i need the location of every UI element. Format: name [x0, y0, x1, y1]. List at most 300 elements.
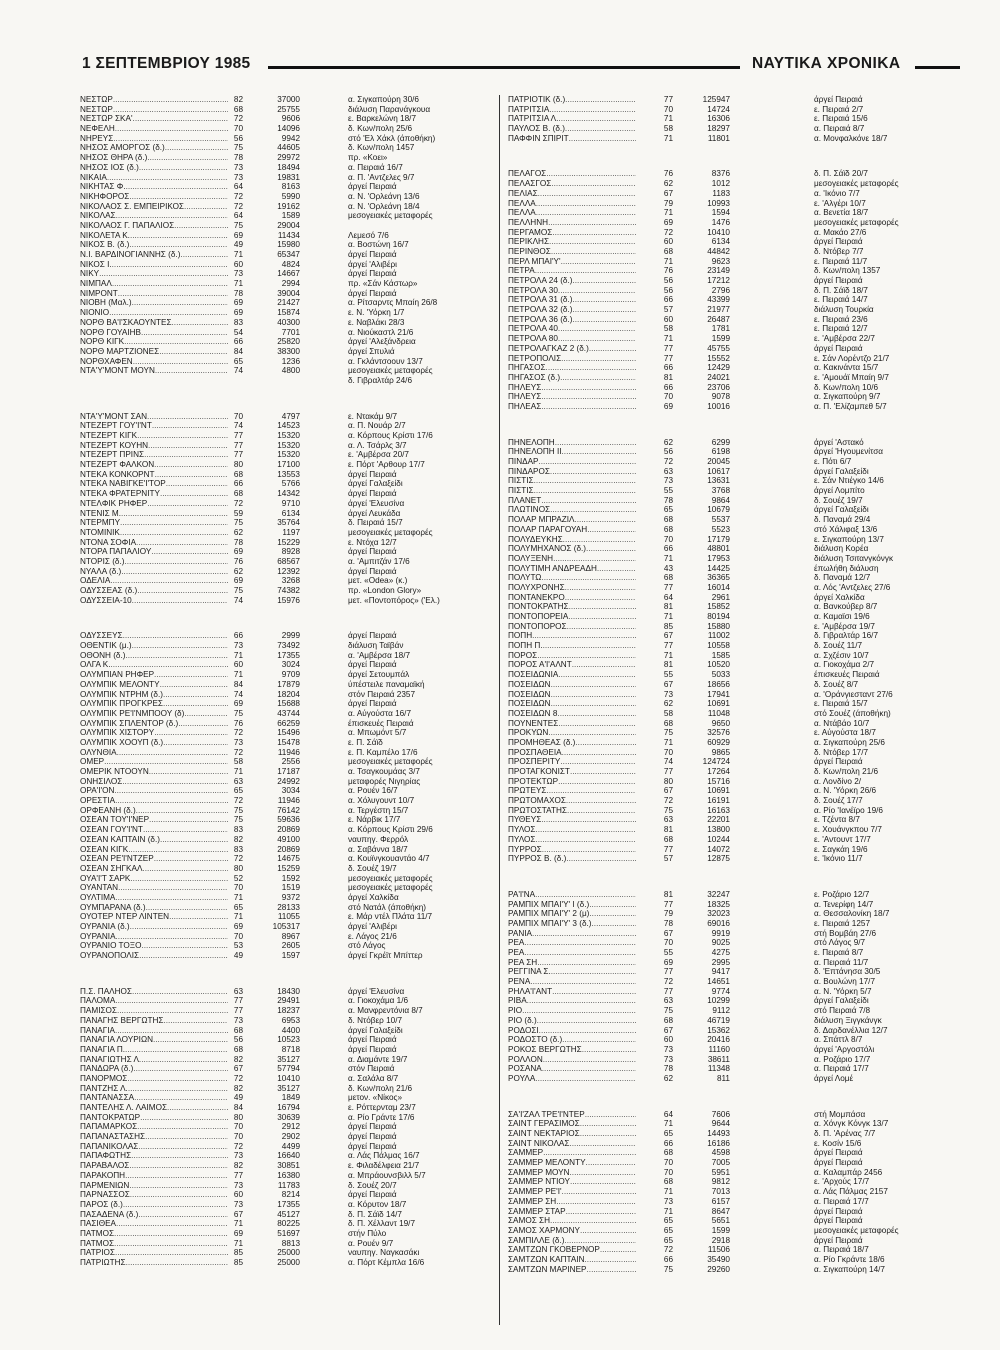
ship-name [80, 699, 228, 709]
ship-status: δ. Παναμά 12/7 [814, 573, 871, 583]
ship-name [80, 269, 228, 279]
ship-name [80, 231, 228, 241]
ship-year: 81 [663, 372, 673, 382]
ship-name [508, 95, 636, 105]
ship-year: 76 [663, 266, 673, 276]
ship-status: α. Πειραιά 8/7 [814, 124, 865, 134]
ship-name-text: ΟΥΑ'Ι'Τ ΣΑΡΚ [80, 873, 131, 883]
ship-tonnage: 29972 [277, 153, 300, 163]
ship-year: 69 [663, 217, 673, 227]
ship-tonnage: 15259 [277, 863, 300, 873]
ship-status: α. Χόλυγουντ 10/7 [348, 796, 415, 806]
ship-name [80, 660, 228, 670]
ship-year: 62 [663, 437, 673, 447]
ship-year: 80 [233, 1112, 243, 1122]
ship-year: 62 [233, 527, 243, 537]
ship-tonnage: 15976 [277, 595, 300, 605]
ship-name-text: ΝΕΦΕΛΗ [80, 124, 115, 134]
ship-tonnage: 10617 [707, 466, 730, 476]
ship-name [508, 1245, 636, 1255]
ship-status: ε. Ντόχα 12/7 [348, 537, 397, 547]
ship-year: 77 [233, 1170, 243, 1180]
ship-tonnage: 14523 [277, 421, 300, 431]
ship-year: 76 [233, 718, 243, 728]
ship-year: 68 [233, 104, 243, 114]
ship-name [508, 1035, 636, 1045]
ship-year: 77 [233, 1006, 243, 1016]
ship-year: 66 [663, 382, 673, 392]
ship-name-text: ΣΑΙΝΤ ΓΕΡΑΣΙΜΟΣ [508, 1119, 580, 1129]
ship-year: 68 [233, 1044, 243, 1054]
ship-status: άργεί Σπυλιά [348, 346, 395, 356]
ship-year: 73 [663, 1044, 673, 1054]
ship-year: 60 [233, 259, 243, 269]
ship-tonnage: 1585 [711, 650, 730, 660]
ship-name [80, 845, 228, 855]
ship-year: 53 [233, 941, 243, 951]
ship-name [508, 958, 636, 968]
ship-year: 82 [233, 95, 243, 104]
ship-tonnage: 10523 [277, 1035, 300, 1045]
ship-name-text: ΠΗΓΑΣΟΣ [508, 363, 546, 373]
ship-status: ε. 'Ικόνιο 11/7 [814, 854, 863, 864]
ship-year: 73 [233, 641, 243, 651]
ship-tonnage: 15496 [277, 728, 300, 738]
ship-year: 78 [663, 1064, 673, 1074]
ship-tonnage: 45755 [707, 343, 730, 353]
ship-name [508, 447, 636, 457]
ship-name-text: ΝΟΡΘ ΚΙΓΚ [80, 337, 125, 347]
ship-name [508, 890, 636, 900]
ship-name-text: ΝΟΡΘ ΒΑ'Ι'ΣΚΑΟΥΝΤΕΣ [80, 317, 172, 327]
ship-tonnage: 16191 [707, 796, 730, 806]
ship-name [80, 298, 228, 308]
ship-name-text: ΠΑΣΙΘΕΑ [80, 1219, 117, 1229]
ship-year: 62 [663, 179, 673, 189]
ship-name-text: ΠΥΛΟΣ [508, 825, 536, 835]
ship-tonnage: 5033 [711, 670, 730, 680]
ship-name [80, 806, 228, 816]
ship-year: 65 [233, 356, 243, 366]
ship-name [80, 557, 228, 567]
ship-status: άργεί Πειραιά [348, 631, 397, 641]
ship-year: 67 [663, 188, 673, 198]
ship-name [80, 1258, 228, 1268]
ship-name [80, 1122, 228, 1132]
ship-tonnage: 1183 [712, 188, 730, 198]
ship-status: μεσογειακές μεταφορές [814, 217, 899, 227]
ship-name [508, 835, 636, 845]
ship-status: στό Χάλιφαξ 13/6 [814, 524, 878, 534]
ship-status: α. Διαμάντε 19/7 [348, 1054, 408, 1064]
ship-name [80, 366, 228, 376]
ship-name [80, 1132, 228, 1142]
ship-name [508, 919, 636, 929]
ship-name [508, 651, 636, 661]
ship-name-text: Π.Σ. ΠΑΛΗΟΣ [80, 986, 132, 996]
ship-year: 83 [233, 825, 243, 835]
ship-year: 69 [233, 922, 243, 931]
ship-status: δ. Ντόβερ 10/7 [348, 1015, 403, 1025]
ship-name-text: ΠΑΝΤΑΝΑΣΣΑ [80, 1093, 135, 1103]
ship-status: Λεμεσό 7/6 [348, 230, 389, 240]
ship-name-text: ΠΕΡΙΚΛΗΣ [508, 237, 550, 247]
ship-tonnage: 17355 [277, 650, 300, 660]
ship-tonnage: 40300 [277, 317, 300, 327]
ship-name-text: ΠΕΤΡΟΠΟΛΙΣ [508, 353, 562, 363]
ship-tonnage: 9650 [711, 718, 730, 728]
ship-status: ε. 'Αρχούς 17/7 [814, 1177, 870, 1187]
ship-name-text: ΟΛΓΑ Κ. [80, 660, 111, 670]
ship-name [508, 208, 636, 218]
ship-status: ε. Ρόττερνταμ 23/7 [348, 1103, 416, 1112]
ship-year: 60 [233, 660, 243, 670]
ship-name [80, 308, 228, 318]
ship-tonnage: 20416 [707, 1035, 730, 1045]
ship-name [80, 1084, 228, 1094]
ship-year: 66 [663, 1138, 673, 1148]
ship-year: 78 [233, 153, 243, 163]
ship-status: μεσογειακές μεταφορές [348, 757, 433, 767]
ship-status: δ. Ντόβερ 7/7 [814, 246, 864, 256]
ship-status: ε. 'Αμβέρσα 20/7 [348, 450, 409, 460]
ship-tonnage: 16014 [707, 582, 730, 592]
ship-name [80, 680, 228, 690]
ship-tonnage: 9919 [711, 928, 730, 938]
ship-tonnage: 45127 [277, 1209, 300, 1219]
ship-status: α. Ν. 'Υόρκη 26/6 [814, 786, 877, 796]
ship-year: 70 [663, 1158, 673, 1168]
ship-status: α. Σιγκαπούρη 9/7 [814, 392, 881, 402]
ship-name-text: ΟΛΥΜΠΙΚ ΡΕ'Ι'ΝΜΠΟΟΥ (δ) [80, 708, 185, 718]
ship-name-text: ΠΗΛΕΥΣ [508, 392, 542, 402]
ship-status: στό Νατάλ (άποθήκη) [348, 902, 427, 912]
ship-tonnage: 5537 [711, 515, 730, 525]
ship-year: 56 [663, 276, 673, 285]
ship-year: 49 [233, 240, 243, 250]
ship-tonnage: 14493 [707, 1129, 730, 1138]
ship-status: α. Π. Νουάρ 2/7 [348, 421, 406, 431]
ship-name-text: ΠΟΛΥΞΕΝΗ [508, 553, 554, 563]
ship-tonnage: 23706 [707, 382, 730, 392]
ship-name-text: ΝΙΟΝΙΟ [80, 308, 110, 318]
ship-name [80, 105, 228, 115]
ship-year: 77 [663, 582, 673, 592]
ship-year: 78 [663, 918, 673, 928]
ship-name-text: ΠΗΓΑΣΟΣ (δ.) [508, 372, 561, 382]
ship-name [80, 202, 228, 212]
ship-year: 72 [233, 1141, 243, 1151]
ship-name [508, 660, 636, 670]
ship-name-text: ΠΟΛΥΧΡΟΝΗΣ [508, 582, 565, 592]
ship-tonnage: 18430 [277, 986, 300, 996]
ship-year: 72 [663, 796, 673, 806]
ship-name [508, 373, 636, 383]
ship-name [508, 179, 636, 189]
ship-name-text: ΠΑΝΤΟΚΡΑΤΩΡ [80, 1112, 141, 1122]
ship-status: στό Λάγος [348, 941, 386, 951]
ship-year: 70 [233, 1132, 243, 1142]
ship-status: ε. Πόρτ 'Αρθουρ 17/7 [348, 460, 425, 470]
ship-status: ε. Φιλαδέλφεια 21/7 [348, 1161, 420, 1171]
ship-year: 67 [233, 1209, 243, 1219]
ship-status: δ. Π. Σάϊδ 20/7 [814, 169, 868, 179]
ship-name-text: ΣΑΜΜΕΡ ΜΕΛΟΝΤΥ [508, 1158, 586, 1168]
ship-year: 54 [233, 327, 243, 337]
ship-year: 60 [663, 237, 673, 247]
ship-tonnage: 21977 [707, 305, 730, 315]
ship-year: 77 [233, 431, 243, 440]
ship-status: άργεί Πειραιά [814, 237, 863, 247]
ship-status: ε. Πειραιά 23/6 [814, 314, 868, 324]
ship-year: 58 [663, 124, 673, 134]
ship-name [508, 748, 636, 758]
ship-name-text: ΠΡΟΜΗΘΕΑΣ (δ.) [508, 737, 576, 747]
ship-year: 79 [663, 909, 673, 919]
ship-name [80, 567, 228, 577]
ship-name-text: ΟΡΑ'Ι'ΟΝ [80, 786, 115, 796]
ship-status: ε. Πειραιά 2/7 [814, 104, 864, 114]
ship-status: άργεί Πειραιά [348, 1122, 397, 1132]
ship-name [80, 586, 228, 596]
ship-year: 81 [663, 602, 673, 612]
ship-tonnage: 38611 [707, 1054, 730, 1064]
ship-name-text: ΠΑΝΤΖΗΣ Λ. [80, 1083, 128, 1093]
ship-name-text: ΟΥΡΑΝΙΑ [80, 931, 116, 941]
ship-year: 75 [233, 143, 243, 153]
ship-status: α. Μανφρεντόνια 8/7 [348, 1006, 423, 1016]
ship-name-text: ΡΑΝΙΑ [508, 928, 532, 938]
ship-name-text: ΝΟΡΘΧΑΦΕΝ [80, 356, 133, 366]
ship-name-text: Ν.Ι. ΒΑΡΔΙΝΟΓΙΑΝΝΗΣ (δ.) [80, 250, 181, 259]
ship-name-text: ΠΕΤΡΟΛΑ 31 (δ.) [508, 295, 573, 305]
ship-tonnage: 124724 [702, 757, 730, 767]
ship-tonnage: 14096 [277, 124, 300, 134]
ship-name-text: ΟΡΦΕΑΝΗ (δ.) [80, 805, 136, 815]
ship-name [508, 670, 636, 680]
ship-status: α. Ρουέν 9/7 [348, 1238, 394, 1248]
ship-name-text: ΟΛΥΜΠΙΑΝ ΡΗΦΕΡ [80, 670, 155, 680]
ship-status: άργεί 'Αλιβέρι [348, 259, 398, 269]
ship-year: 68 [663, 718, 673, 728]
ship-name-text: ΠΑΝΔΩΡΑ (δ.) [80, 1064, 134, 1074]
ship-tonnage: 74382 [277, 586, 300, 595]
ship-name-text: ΣΑΜΜΕΡ ΣΗ [508, 1196, 557, 1206]
ship-year: 71 [663, 114, 673, 124]
ship-status: στό Σουέζ (άποθήκη) [814, 708, 891, 718]
ship-status: στό Πειραιά 7/8 [814, 1006, 871, 1016]
ship-status: δ. Σουέζ 19/7 [348, 863, 397, 873]
ship-year: 73 [233, 269, 243, 279]
ship-name [508, 1236, 636, 1246]
ship-year: 75 [663, 1264, 673, 1274]
ship-status: άργεί 'Αλιβέρι [348, 922, 398, 931]
ship-tonnage: 35490 [707, 1254, 730, 1264]
ship-year: 71 [663, 1206, 673, 1216]
ship-year: 71 [663, 1119, 673, 1129]
ship-year: 64 [663, 1109, 673, 1119]
ship-year: 74 [663, 757, 673, 767]
ship-name [508, 1226, 636, 1236]
ship-tonnage: 37000 [277, 95, 300, 104]
ship-name [80, 728, 228, 738]
ship-tonnage: 3268 [281, 576, 300, 586]
ship-name [508, 777, 636, 787]
ship-status: α. Σαλάλα 8/7 [348, 1073, 399, 1083]
ship-name [508, 806, 636, 816]
ship-tonnage: 13553 [277, 469, 300, 479]
ship-name-text: ΠΟΛΥΤΙΜΗ ΑΝΔΡΕΑΔΗ [508, 563, 597, 573]
ship-name-text: ΠΑΝΤΕΛΗΣ Λ. ΛΑΙΜΟΣ [80, 1103, 168, 1112]
ship-year: 52 [233, 873, 243, 883]
ship-year: 63 [663, 996, 673, 1006]
column-divider [499, 95, 500, 1325]
ship-name [80, 709, 228, 719]
ship-status: α. Μονφαλκόνε 18/7 [814, 133, 888, 143]
ship-name [508, 786, 636, 796]
ship-status: άργεί Λομέ [814, 1073, 854, 1083]
publication-title: ΝΑΥΤΙΚΑ ΧΡΟΝΙΚΑ [752, 55, 901, 72]
ship-name [508, 134, 636, 144]
ship-name [508, 1110, 636, 1120]
ship-name-text: ΠΟΡΟΣ [508, 650, 538, 660]
ship-year: 69 [663, 401, 673, 411]
ship-name [508, 1129, 636, 1139]
ship-name-text: ΡΑΜΠΙΧ ΜΠΑΙ'Υ' 3 (δ.) [508, 918, 592, 928]
ship-tonnage: 29004 [277, 220, 300, 230]
ship-name [80, 173, 228, 183]
ship-tonnage: 46719 [707, 1015, 730, 1025]
ship-name [80, 874, 228, 884]
ship-year: 69 [233, 230, 243, 240]
ship-year: 81 [663, 889, 673, 899]
ship-tonnage: 17187 [277, 767, 300, 776]
ship-name-text: ΟΣΕΑΝ ΣΗΓΚΑΛ [80, 863, 143, 873]
ship-name [508, 525, 636, 535]
ship-name [508, 334, 636, 344]
ship-name-text: ΠΟΣΕΙΔΩΝ 8 [508, 708, 558, 718]
ship-tonnage: 5951 [711, 1167, 730, 1177]
ship-name [80, 134, 228, 144]
ship-status: α. Ν. 'Ορλεάνη 18/4 [348, 201, 420, 211]
ship-year: 65 [663, 1235, 673, 1245]
ship-status: άργεί Πειραιά [348, 469, 397, 479]
ship-year: 71 [233, 250, 243, 259]
ship-status: δ. Γιβραλτάρ 16/7 [814, 631, 878, 641]
ship-status: έπισκευές Πειραιά [814, 670, 880, 680]
ship-status: α. Π. 'Ελίζαμπεθ 5/7 [814, 401, 887, 411]
ship-tonnage: 51697 [277, 1228, 300, 1238]
ship-year: 70 [663, 747, 673, 757]
ship-name-text: ΟΛΥΜΠΙΚ ΧΙΣΤΟΡΥ [80, 728, 155, 738]
ship-name [80, 95, 228, 105]
ship-status: στό Λάγος 9/7 [814, 938, 866, 948]
ship-name-text: ΝΙΚΟΣ Β. (δ.) [80, 240, 130, 250]
ship-status: άργεί Πειραιά [814, 757, 863, 767]
ship-tonnage: 10410 [707, 227, 730, 237]
ship-tonnage: 12392 [277, 566, 300, 576]
ship-status: α. Ρίο 'Ιανέϊρο 19/6 [814, 805, 883, 815]
ship-tonnage: 2902 [281, 1132, 300, 1142]
ship-name-text: ΝΟΡΘ ΓΟΥΑΙΗΒ [80, 327, 141, 337]
ship-year: 59 [233, 508, 243, 518]
ship-tonnage: 17941 [707, 689, 730, 699]
ship-name-text: ΡΑ'Ι'ΝΑ [508, 889, 536, 899]
ship-name-text: ΣΑΜΜΕΡ ΝΤΙΟΥ [508, 1177, 570, 1187]
ship-tonnage: 8928 [281, 547, 300, 557]
ship-name [508, 554, 636, 564]
ship-status: ε. Σαγκάη 19/6 [814, 844, 868, 854]
ship-name [80, 124, 228, 134]
ship-name [508, 1207, 636, 1217]
ship-year: 75 [663, 805, 673, 815]
ship-status: α. Λός 'Αντζελες 27/6 [814, 582, 891, 592]
ship-name-text: ΝΙΟΒΗ (Μαλ.) [80, 298, 132, 308]
ship-tonnage: 2796 [711, 285, 730, 295]
ship-name [508, 505, 636, 515]
ship-tonnage: 13800 [707, 825, 730, 835]
ship-status: α. Θεσσαλονίκη 18/7 [814, 909, 890, 919]
ship-status: ε. Πειραιά 15/6 [814, 114, 868, 124]
ship-name [80, 421, 228, 431]
ship-year: 83 [233, 317, 243, 327]
ship-name [80, 631, 228, 641]
ship-tonnage: 14651 [707, 977, 730, 987]
ship-year: 85 [233, 1258, 243, 1267]
ship-name-text: ΠΟΝΤΟΠΟΡΟΣ [508, 621, 567, 631]
ship-name [508, 728, 636, 738]
ship-tonnage: 44842 [707, 246, 730, 256]
ship-name-text: ΟΔΥΣΣΕΥΣ [80, 631, 123, 641]
ship-name [508, 709, 636, 719]
ship-status: άργεί Λευκάδα [348, 508, 401, 518]
ship-name [80, 1055, 228, 1065]
ship-name-text: ΠΛΑΝΕΤ [508, 495, 542, 505]
ship-name-text: ΟΣΕΑΝ ΚΙΓΚ [80, 844, 129, 854]
ship-tonnage: 11946 [277, 796, 300, 806]
ship-name-text: ΠΑΝΑΓΙΑ [80, 1025, 115, 1035]
ship-name-text: ΡΕΑ ΣΗ [508, 957, 538, 967]
ship-tonnage: 24992 [277, 776, 300, 786]
ship-name [80, 1171, 228, 1181]
ship-name [80, 690, 228, 700]
ship-status: ε. Πειραιά 8/7 [814, 948, 864, 957]
ship-name [80, 903, 228, 913]
ship-tonnage: 35127 [277, 1054, 300, 1064]
ship-name [508, 438, 636, 448]
ship-name [508, 1119, 636, 1129]
ship-tonnage: 9623 [711, 256, 730, 266]
ship-name [80, 941, 228, 951]
ship-name-text: ΠΗΝΕΛΟΠΗ [508, 437, 555, 447]
ship-tonnage: 1592 [281, 873, 300, 883]
ship-name-text: ΝΤΑ'Υ'ΜΟΝΤ ΣΑΝ [80, 411, 148, 421]
ship-name-text: ΟΜΕΡ [80, 757, 105, 767]
ship-status: δ. Κων/πολη 21/6 [814, 767, 879, 776]
ship-tonnage: 9942 [281, 133, 300, 143]
ship-year: 65 [663, 1216, 673, 1226]
ship-year: 77 [663, 767, 673, 776]
ship-tonnage: 811 [716, 1073, 730, 1083]
ship-name [508, 1006, 636, 1016]
ship-year: 71 [663, 208, 673, 218]
ship-tonnage: 18494 [277, 162, 300, 172]
ship-status: α. Σαβάννα 18/7 [348, 844, 408, 854]
ship-tonnage: 19831 [277, 172, 300, 182]
ship-name-text: ΠΕΛΑΓΟΣ [508, 169, 547, 179]
ship-tonnage: 5990 [281, 191, 300, 201]
ship-tonnage: 18237 [277, 1006, 300, 1016]
